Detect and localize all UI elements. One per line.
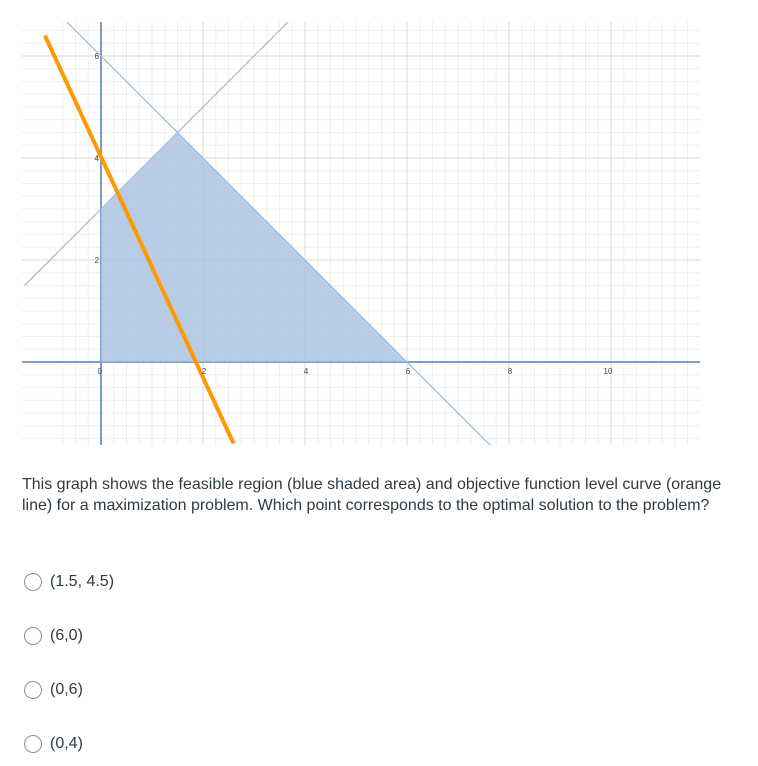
radio-button[interactable] bbox=[24, 573, 42, 591]
radio-button[interactable] bbox=[24, 681, 42, 699]
question-text: This graph shows the feasible region (blue shaded area) and objective function level curve (orange line) for a maximization problem. Which point corresponds to the optimal solution to the problem? bbox=[22, 476, 722, 514]
answer-label: (1.5, 4.5) bbox=[50, 573, 115, 590]
answer-option-2[interactable] bbox=[24, 624, 83, 648]
x-tick-label: 10 bbox=[603, 367, 613, 376]
answer-label: (0,6) bbox=[50, 681, 83, 698]
y-tick-label: 2 bbox=[94, 256, 99, 265]
x-tick-label: 0 bbox=[97, 367, 102, 376]
x-tick-label: 6 bbox=[405, 367, 411, 376]
y-tick-label: 4 bbox=[94, 154, 99, 163]
radio-button[interactable] bbox=[24, 735, 42, 753]
y-tick-label: 6 bbox=[94, 52, 99, 61]
x-tick-label: 8 bbox=[507, 367, 513, 376]
answer-option-1[interactable] bbox=[24, 570, 114, 594]
answer-option-4[interactable] bbox=[24, 732, 83, 756]
x-tick-label: 2 bbox=[201, 367, 207, 376]
answer-label: (6,0) bbox=[50, 627, 83, 644]
answer-option-3[interactable] bbox=[24, 678, 83, 702]
x-tick-label: 4 bbox=[303, 367, 309, 376]
answer-label: (0,4) bbox=[50, 735, 83, 752]
radio-button[interactable] bbox=[24, 627, 42, 645]
